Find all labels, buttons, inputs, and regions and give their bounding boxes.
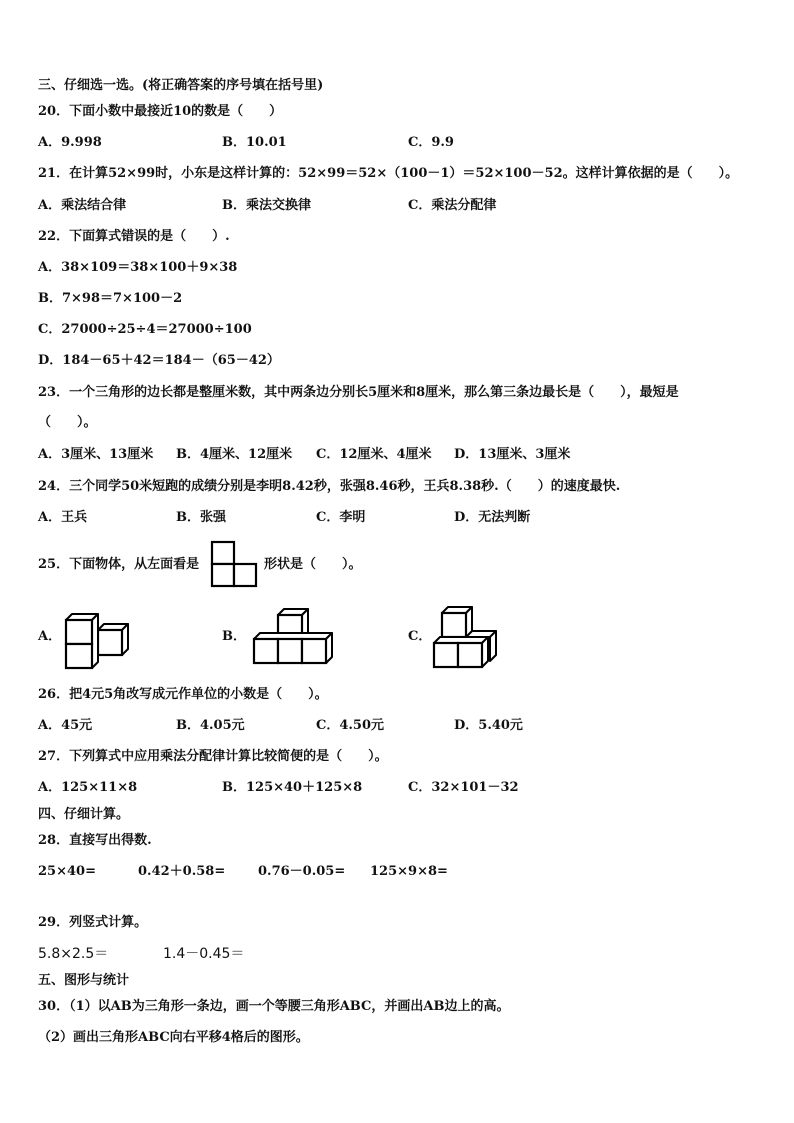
- q26-option-b: B．4.05元: [176, 718, 245, 733]
- q23-option-b: B．4厘米、12厘米: [176, 447, 293, 462]
- q28-item-2: 0.42＋0.58=: [138, 864, 226, 879]
- q22-option-d: D．184－65＋42＝184－（65－42）: [38, 353, 280, 368]
- q25-option-c-label: C．: [408, 629, 432, 644]
- q23-stem-line2: （ ）。: [38, 415, 97, 430]
- q25-option-a-label: A．: [38, 629, 62, 644]
- q20-option-c: C．9.9: [408, 135, 454, 150]
- q27-option-c: C．32×101－32: [408, 780, 519, 795]
- q25-option-b-label: B．: [222, 629, 246, 644]
- q24-stem: 24．三个同学50米短跑的成绩分别是李明8.42秒，张强8.46秒，王兵8.38秒.（ ）的速度最快.: [38, 479, 621, 494]
- q23-stem-line1: 23．一个三角形的边长都是整厘米数，其中两条边分别长5厘米和8厘米，那么第三条边最长是（ ），最短是: [38, 385, 679, 400]
- q21-option-a: A．乘法结合律: [38, 198, 127, 213]
- q21-option-c: C．乘法分配律: [408, 198, 497, 213]
- q24-option-c: C．李明: [316, 510, 366, 525]
- q26-option-d: D．5.40元: [454, 718, 523, 733]
- q21-stem: 21．在计算52×99时，小东是这样计算的：52×99＝52×（100－1）＝52×100－52。这样计算依据的是（ ）。: [38, 166, 739, 181]
- q22-option-b: B．7×98＝7×100－2: [38, 291, 183, 306]
- q23-option-a: A．3厘米、13厘米: [38, 447, 154, 462]
- q22-stem: 22．下面算式错误的是（ ）.: [38, 229, 230, 244]
- q25-stem-after: 形状是（ ）。: [264, 557, 362, 572]
- q30-part-1: 30．（1）以AB为三角形一条边，画一个等腰三角形ABC，并画出AB边上的高。: [38, 999, 510, 1014]
- q26-option-c: C．4.50元: [316, 718, 385, 733]
- q27-option-a: A．125×11×8: [38, 780, 138, 795]
- q20-stem: 20．下面小数中最接近10的数是（ ）: [38, 104, 283, 119]
- q26-option-a: A．45元: [38, 718, 93, 733]
- q27-stem: 27．下列算式中应用乘法分配律计算比较简便的是（ ）。: [38, 749, 388, 764]
- section-5-title: 五、图形与统计: [38, 973, 130, 988]
- q25-option-b-cubes: [252, 607, 334, 665]
- q28-item-4: 125×9×8=: [370, 864, 448, 879]
- q23-option-c: C．12厘米、4厘米: [316, 447, 432, 462]
- q26-stem: 26．把4元5角改写成元作单位的小数是（ ）。: [38, 687, 328, 702]
- q24-option-d: D．无法判断: [454, 510, 531, 525]
- q25-stem-before: 25．下面物体，从左面看是: [38, 557, 200, 572]
- section-4-title: 四、仔细计算。: [38, 807, 130, 822]
- q29-stem: 29．列竖式计算。: [38, 915, 148, 930]
- q20-option-a: A．9.998: [38, 135, 102, 150]
- q23-option-d: D．13厘米、3厘米: [454, 447, 571, 462]
- section-3-title: 三、仔细选一选。(将正确答案的序号填在括号里): [38, 78, 324, 93]
- left-view-figure: [211, 541, 259, 587]
- q20-option-b: B．10.01: [222, 135, 287, 150]
- q25-option-c-cubes: [432, 603, 500, 671]
- q28-item-1: 25×40=: [38, 864, 96, 879]
- q22-option-a: A．38×109＝38×100＋9×38: [38, 260, 238, 275]
- q21-option-b: B．乘法交换律: [222, 198, 311, 213]
- q28-item-3: 0.76－0.05=: [258, 864, 346, 879]
- q22-option-c: C．27000÷25÷4＝27000÷100: [38, 322, 252, 337]
- q28-stem: 28．直接写出得数.: [38, 833, 152, 848]
- q30-part-2: （2）画出三角形ABC向右平移4格后的图形。: [38, 1030, 309, 1045]
- q29-item-2: 1.4－0.45＝: [163, 946, 245, 962]
- q27-option-b: B．125×40＋125×8: [222, 780, 363, 795]
- q24-option-a: A．王兵: [38, 510, 88, 525]
- q25-option-a-cubes: [64, 612, 132, 670]
- q24-option-b: B．张强: [176, 510, 226, 525]
- q29-item-1: 5.8×2.5＝: [38, 946, 109, 962]
